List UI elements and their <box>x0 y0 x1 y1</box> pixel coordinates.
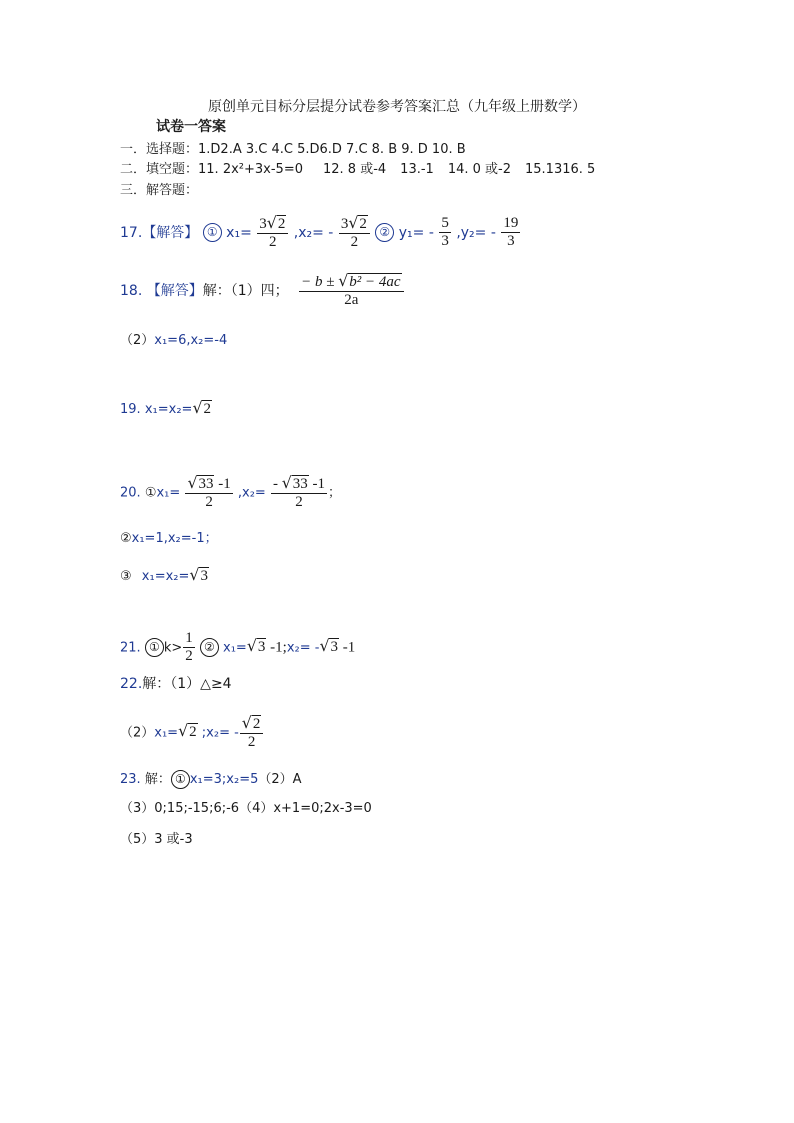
q22-part2 <box>120 714 264 752</box>
answer-12: 12. 8 或-4 <box>322 162 387 177</box>
q23-answer1: x₁=3;x₂=5 <box>189 772 259 787</box>
q17-x2: ,x₂= - <box>293 224 334 241</box>
q20-part2-answer: x₁=1,x₂=-1； <box>131 531 218 546</box>
q17-tag: 【解答】 <box>142 224 199 241</box>
part1-label: 一．选择题： <box>120 142 199 157</box>
q20-x2-fraction: $\frac{- √33 -1}{2}$ <box>272 473 325 511</box>
q19-answer: x₁=x₂= <box>144 402 193 417</box>
q21-k: k> <box>163 640 183 656</box>
solutions-label: 三．解答题： <box>120 183 199 198</box>
q21-tail2: -1 <box>338 639 356 656</box>
q21-x1: x₁= <box>223 640 247 656</box>
part1-answers: 1.D2.A 3.C 4.C 5.D6.D 7.C 8. B 9. D 10. B <box>198 142 466 157</box>
q20-number: 20. <box>120 485 141 501</box>
q23-text: 解： <box>144 772 171 787</box>
q17-x1-fraction: $\frac{3√2}{2}$ <box>257 214 288 252</box>
q20-semicolon: ； <box>328 485 342 501</box>
multiple-choice-line <box>120 143 466 156</box>
answer-16: 16. 5 <box>562 162 596 177</box>
q21-circled-1: ① <box>145 638 164 657</box>
q20-part3 <box>120 567 209 584</box>
question-21 <box>120 630 355 666</box>
q19-sqrt: √2 <box>192 398 211 417</box>
question-19 <box>120 400 212 417</box>
q20-x1: x₁= <box>156 485 181 501</box>
q17-x2-fraction: $\frac{3√2}{2}$ <box>339 214 370 252</box>
q20-x1-fraction: $\frac{√33 -1}{2}$ <box>187 473 231 511</box>
q22-part2-label: （2） <box>120 725 155 741</box>
q22-x2: ;x₂= - <box>201 725 239 741</box>
q18-part2-label: （2） <box>120 333 155 348</box>
page-title: 原创单元目标分层提分试卷参考答案汇总（九年级上册数学） <box>208 99 586 115</box>
q18-number: 18. <box>120 282 143 299</box>
q19-number: 19. <box>120 402 141 417</box>
circled-2: ② <box>375 223 394 242</box>
q23-answer1b: （2）A <box>258 772 302 787</box>
question-20 <box>120 474 341 512</box>
q17-x1: x₁= <box>226 224 252 241</box>
circled-1: ① <box>203 223 222 242</box>
question-23 <box>120 770 302 789</box>
q18-part2-answer: x₁=6,x₂=-4 <box>154 333 228 348</box>
q21-x2: x₂= - <box>286 640 320 656</box>
q21-tail1: -1; <box>266 639 287 656</box>
q22-x1: x₁= <box>154 725 179 741</box>
answer-13: 13.-1 <box>400 162 434 177</box>
q17-y2-fraction: $\frac{19}{3}$ <box>503 215 519 250</box>
q20-x2: ,x₂= <box>237 485 266 501</box>
q20-part2 <box>120 532 218 545</box>
fill-blank-line <box>120 163 595 176</box>
answer-14: 14. 0 或-2 <box>447 162 511 177</box>
question-18 <box>120 272 405 310</box>
q23-circled-1: ① <box>171 770 190 789</box>
q20-circled-1: ① <box>144 485 157 501</box>
q18-part2 <box>120 334 227 347</box>
q20-part3-answer: x₁=x₂= <box>141 569 190 584</box>
answer-11: 11. 2x²+3x-5=0 <box>198 162 303 177</box>
q22-sqrt1: √2 <box>178 721 197 741</box>
q18-text: 解：（1）四； <box>202 282 289 299</box>
q17-y2: ,y₂= - <box>456 224 496 241</box>
question-17 <box>120 214 521 252</box>
q21-number: 21. <box>120 640 141 656</box>
q17-y1-fraction: $\frac{5}{3}$ <box>441 215 449 250</box>
q21-sqrt1: √3 <box>246 636 266 656</box>
quadratic-formula: $\frac{\text{− b ± √b² − 4ac}}{2a}$ <box>299 272 403 310</box>
q23-line3: （5）3 或-3 <box>120 832 193 847</box>
q21-sqrt2: √3 <box>319 636 338 656</box>
q22-fraction: $\frac{√2}{2}$ <box>240 714 264 752</box>
q18-tag: 【解答】 <box>146 282 203 299</box>
q21-fraction: $\frac{1}{2}$ <box>185 630 193 665</box>
answer-15: 15.13 <box>525 162 563 177</box>
part2-label: 二．填空题： <box>120 162 199 177</box>
q20-circled-2: ② <box>120 531 132 546</box>
q20-circled-3: ③ <box>120 569 132 584</box>
q23-number: 23. <box>120 772 141 787</box>
q17-number: 17. <box>120 224 143 241</box>
question-22 <box>120 677 232 691</box>
q17-y1: y₁= - <box>398 224 434 241</box>
q20-sqrt3: √3 <box>189 565 208 584</box>
q22-number: 22. <box>120 676 143 692</box>
section-heading: 试卷一答案 <box>156 119 226 135</box>
q23-line2: （3）0;15;-15;6;-6（4）x+1=0;2x-3=0 <box>120 801 372 816</box>
q22-text: 解：（1）△≥4 <box>142 676 232 692</box>
q21-circled-2: ② <box>200 638 219 657</box>
